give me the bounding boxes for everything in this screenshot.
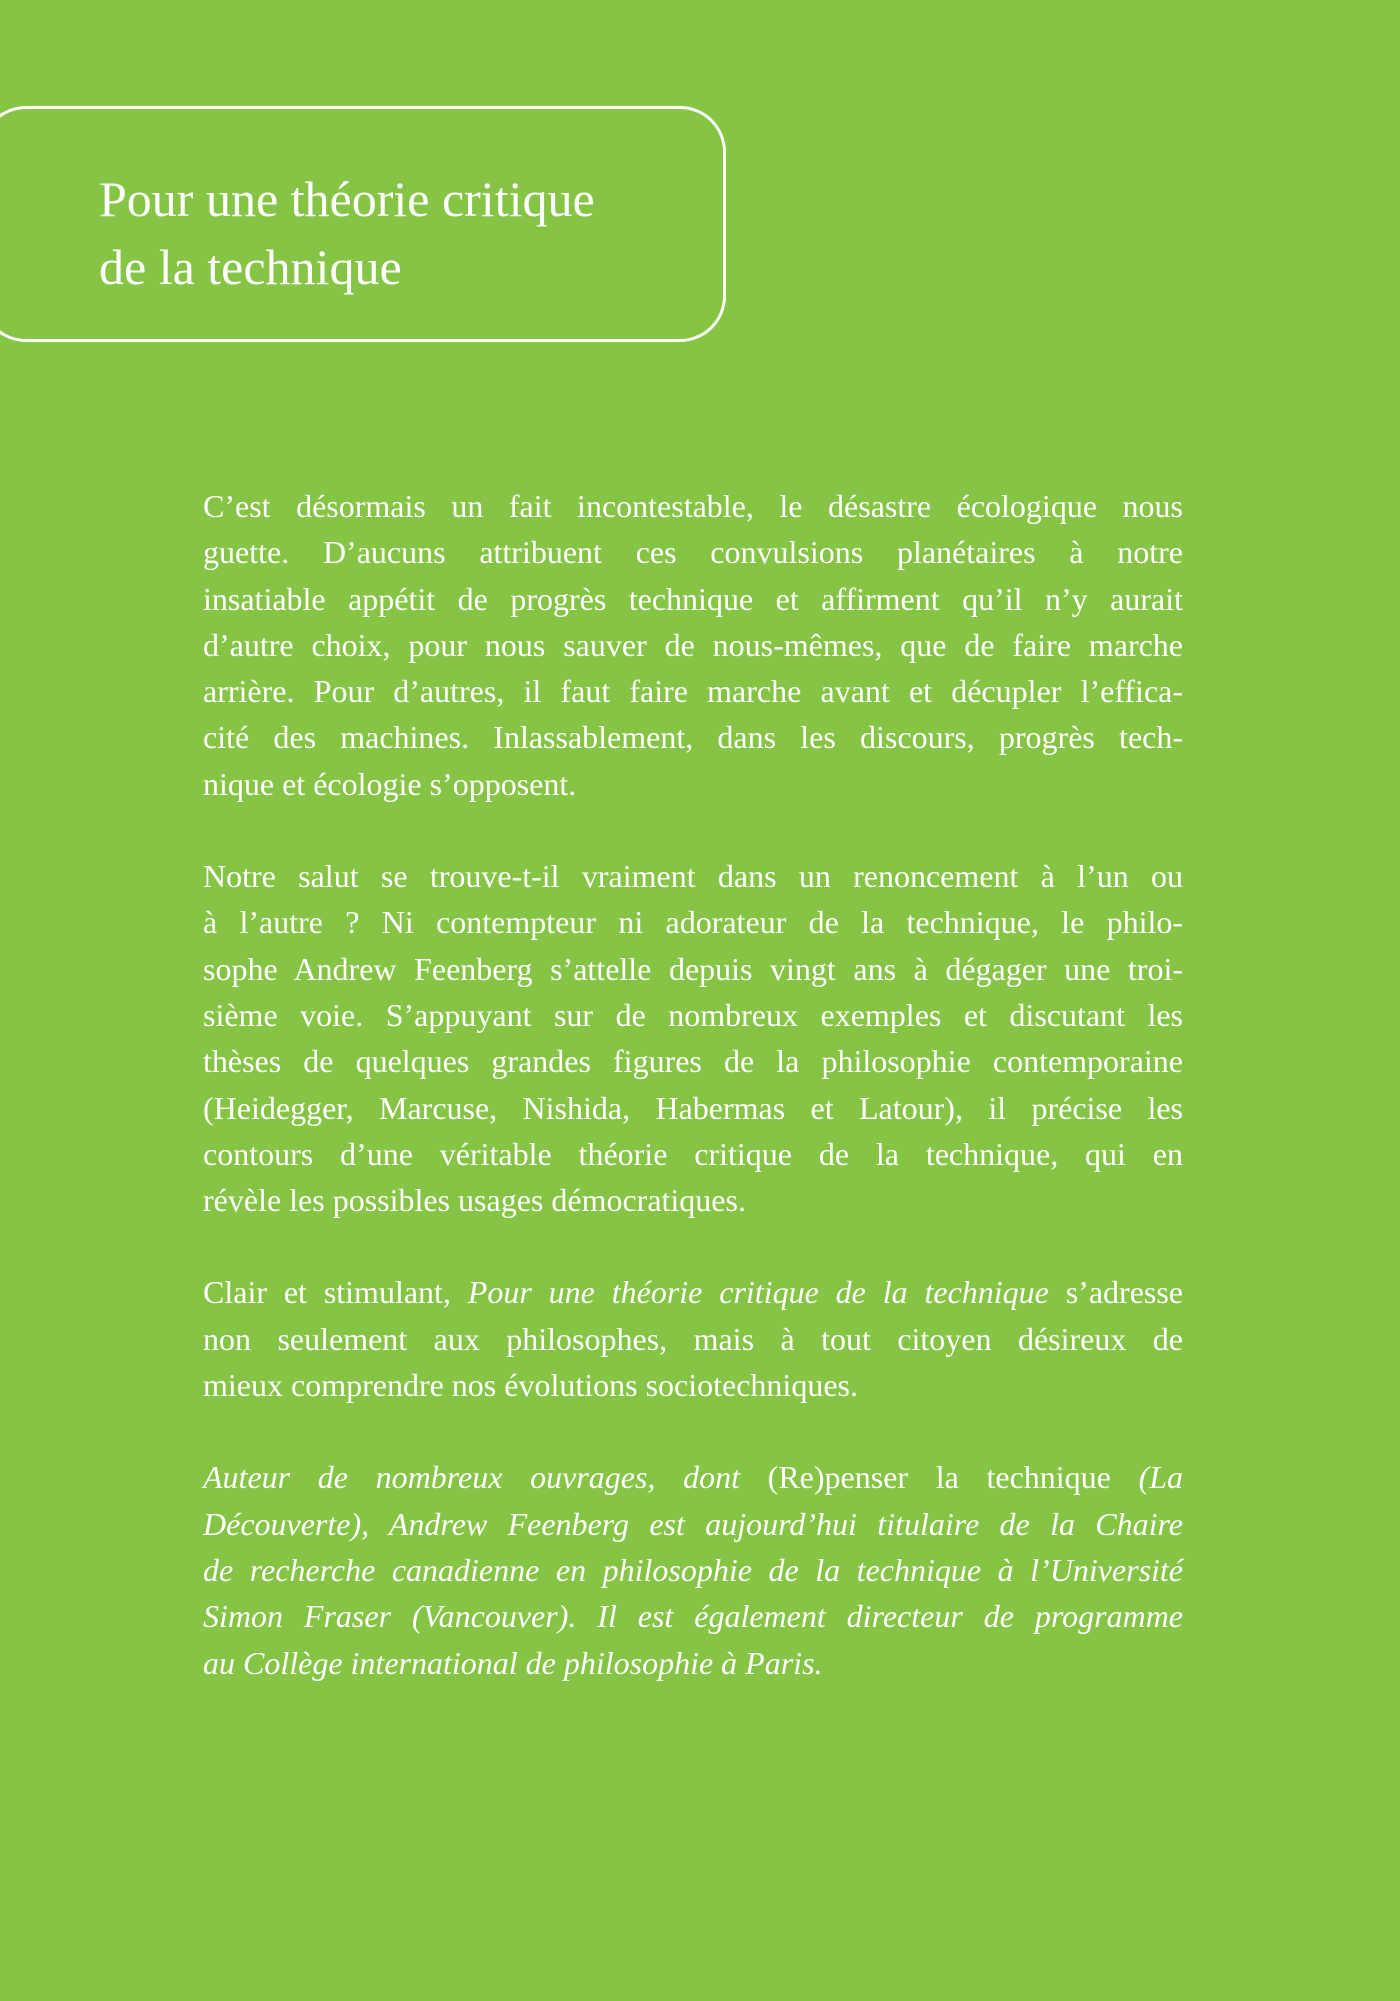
book-title-italic: Pour une théorie critique de la technique <box>467 1274 1049 1311</box>
text-line <box>203 1269 1183 1315</box>
text-segment: Clair et stimulant, <box>203 1274 468 1311</box>
text-line: sophe Andrew Feenberg s’attelle depuis vingt ans à dégager une troi- <box>203 950 1183 987</box>
text-line: C’est désormais un fait incontestable, le désastre écologique nous <box>203 488 1183 524</box>
text-segment: (La <box>1110 1459 1184 1496</box>
text-line: à l’autre ? Ni contempteur ni adorateur de la technique, le philo- <box>203 904 1183 941</box>
text-line: (Heidegger, Marcuse, Nishida, Habermas et Latour), il précise les <box>203 1089 1183 1126</box>
text-line: révèle les possibles usages démocratiques. <box>203 1182 746 1219</box>
text-line: cité des machines. Inlassablement, dans les discours, progrès tech- <box>203 719 1183 756</box>
text-line: insatiable appétit de progrès technique et affirment qu’il n’y aurait <box>203 580 1183 617</box>
text-segment: s’adresse <box>1048 1274 1184 1311</box>
text-line: mieux comprendre nos évolutions sociotechniques. <box>203 1367 858 1404</box>
text-line: non seulement aux philosophes, mais à tout citoyen désireux de <box>203 1320 1183 1357</box>
text-segment: Auteur de nombreux ouvrages, dont <box>203 1459 768 1496</box>
text-line: au Collège international de philosophie à Paris. <box>203 1644 823 1681</box>
text-line <box>203 1454 1183 1500</box>
text-line: Notre salut se trouve-t-il vraiment dans un renoncement à l’un ou <box>203 858 1183 895</box>
text-line: de recherche canadienne en philosophie de la technique à l’Université <box>203 1551 1183 1588</box>
text-line: nique et écologie s’opposent. <box>203 765 577 802</box>
title-line: de la technique <box>99 239 402 295</box>
book-title-upright: (Re)penser la technique <box>767 1459 1111 1496</box>
back-cover-text <box>203 483 1183 1686</box>
text-line: contours d’une véritable théorie critique de la technique, qui en <box>203 1135 1183 1172</box>
paragraph-thesis <box>203 853 1183 1223</box>
text-line: sième voie. S’appuyant sur de nombreux exemples et discutant les <box>203 996 1183 1033</box>
text-line: Découverte), Andrew Feenberg est aujourd’hui titulaire de la Chaire <box>203 1505 1183 1542</box>
text-line: Simon Fraser (Vancouver). Il est également directeur de programme <box>203 1598 1183 1635</box>
text-line: d’autre choix, pour nous sauver de nous-mêmes, que de faire marche <box>203 626 1183 663</box>
text-line: thèses de quelques grandes figures de la philosophie contemporaine <box>203 1043 1183 1080</box>
title-line: Pour une théorie critique <box>99 171 595 227</box>
paragraph-summary <box>203 483 1183 807</box>
author-bio <box>203 1454 1183 1685</box>
page-title <box>99 165 699 301</box>
paragraph-audience <box>203 1269 1183 1408</box>
text-line: guette. D’aucuns attribuent ces convulsions planétaires à notre <box>203 534 1183 571</box>
text-line: arrière. Pour d’autres, il faut faire marche avant et décupler l’effica- <box>203 673 1183 710</box>
